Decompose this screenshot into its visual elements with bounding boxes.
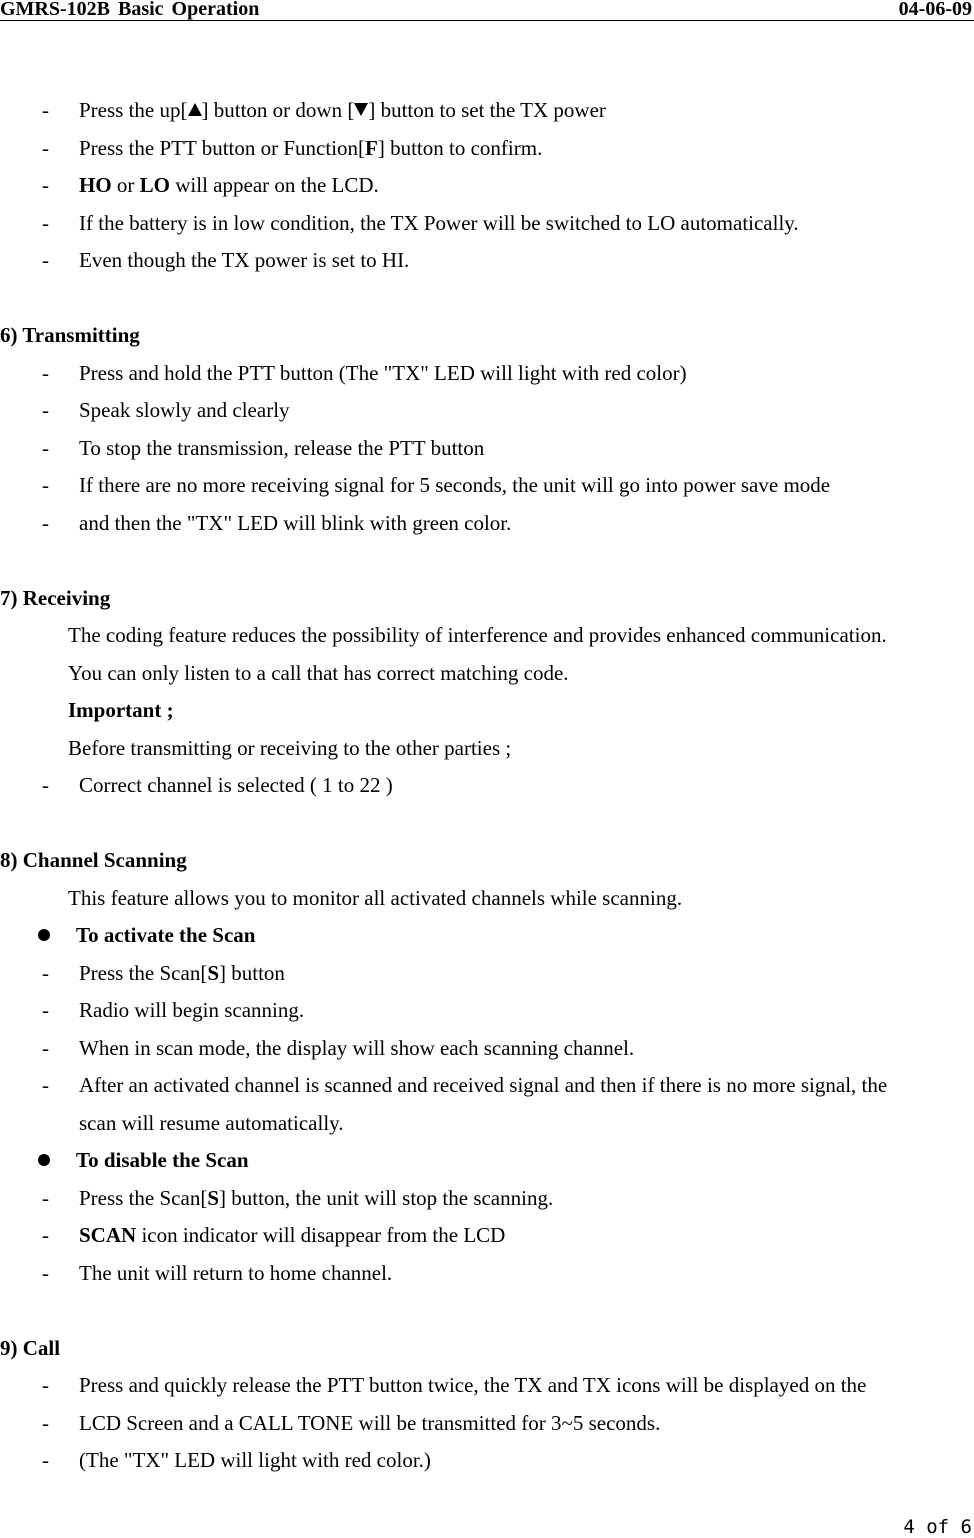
up-arrow-icon — [188, 103, 202, 116]
document-title: GMRS-102B Basic Operation — [0, 0, 260, 20]
down-arrow-icon — [354, 103, 368, 116]
bullet-icon — [38, 1154, 50, 1166]
page-header — [0, 0, 974, 21]
page-number: 4 of 6 — [903, 1516, 972, 1538]
document-date: 04-06-09 — [898, 0, 972, 20]
bullet-icon — [38, 929, 50, 941]
